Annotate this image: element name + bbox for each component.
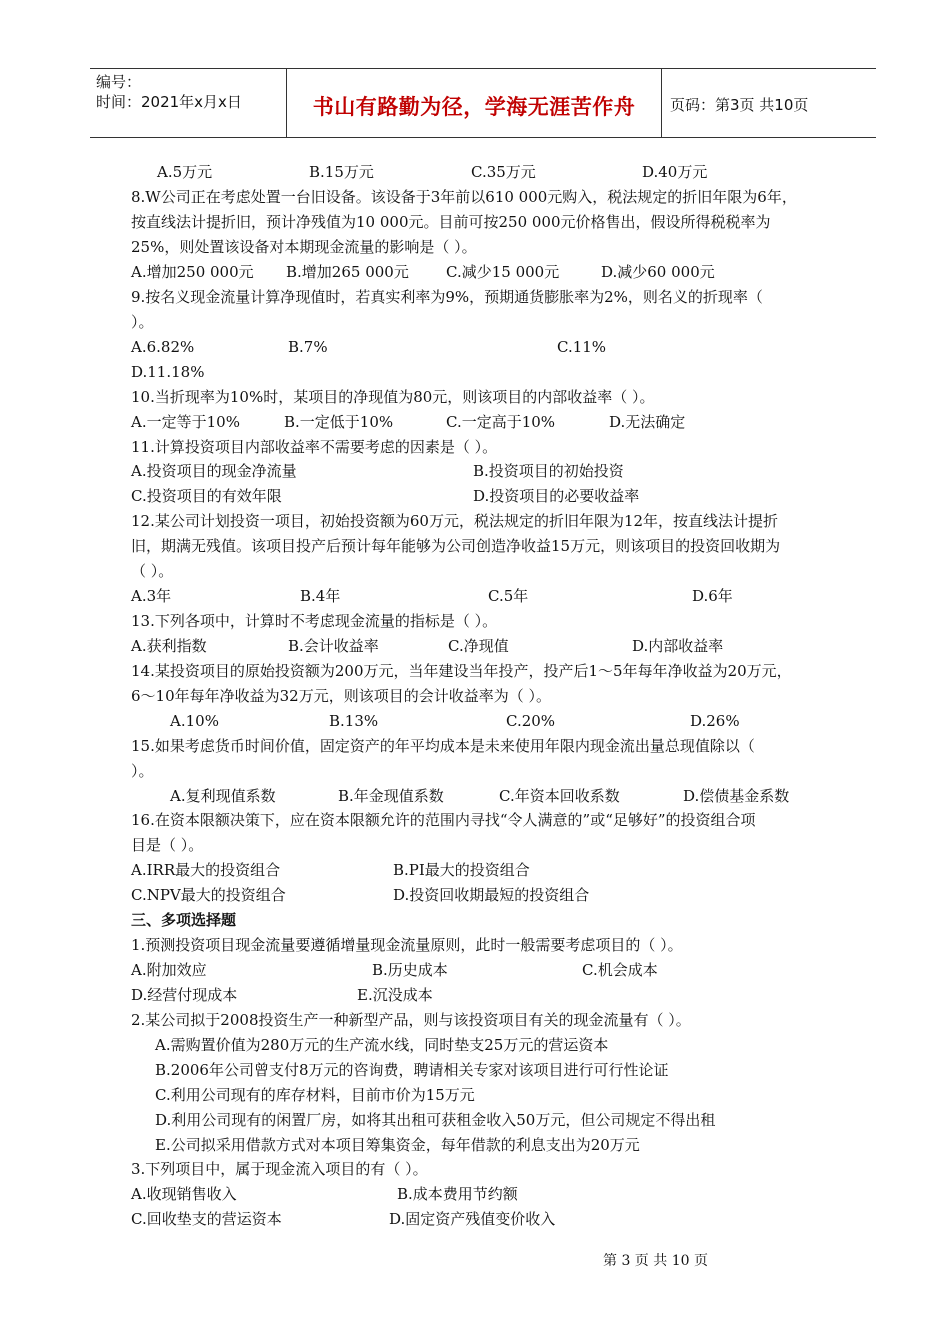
m3-option-d: D.固定资产残值变价收入: [389, 1210, 556, 1228]
m1-line-1: 1.预测投资项目现金流量要遵循增量现金流量原则，此时一般需要考虑项目的（ ）。: [131, 936, 683, 954]
q11-option-b: B.投资项目的初始投资: [473, 462, 624, 480]
document-time-label: 时间：2021年x月x日: [96, 93, 242, 111]
q13-option-c: C.净现值: [448, 637, 509, 655]
q11-option-d: D.投资项目的必要收益率: [473, 487, 640, 505]
q14-option-c: C.20%: [506, 712, 556, 730]
m3-option-c: C.回收垫支的营运资本: [131, 1210, 282, 1228]
m2-option-b: B.2006年公司曾支付8万元的咨询费，聘请相关专家对该项目进行可行性论证: [155, 1061, 669, 1079]
q8-line-2: 按直线法计提折旧，预计净残值为10 000元。目前可按250 000元价格售出，假设所得税税率为: [131, 213, 771, 231]
q14-line-2: 6～10年每年净收益为32万元，则该项目的会计收益率为（ ）。: [131, 687, 551, 705]
q8-option-b: B.增加265 000元: [286, 263, 409, 281]
q10-option-a: A.一定等于10%: [131, 413, 240, 431]
q12-option-c: C.5年: [488, 587, 529, 605]
document-number-label: 编号：: [96, 73, 142, 91]
q16-option-c: C.NPV最大的投资组合: [131, 886, 286, 904]
q12-line-2: 旧，期满无残值。该项目投产后预计每年能够为公司创造净收益15万元，则该项目的投资回收期为: [131, 537, 781, 555]
q16-line-1: 16.在资本限额决策下，应在资本限额允许的范围内寻找“令人满意的”或“足够好”的投资组合项: [131, 811, 756, 829]
page-header: [90, 68, 876, 138]
m2-option-a: A.需购置价值为280万元的生产流水线，同时垫支25万元的营运资本: [155, 1036, 609, 1054]
q16-option-a: A.IRR最大的投资组合: [131, 861, 281, 879]
q15-option-c: C.年资本回收系数: [499, 787, 620, 805]
q14-line-1: 14.某投资项目的原始投资额为200万元，当年建设当年投产，投产后1～5年每年净收益为20万元，: [131, 662, 792, 680]
m2-option-c: C.利用公司现有的库存材料，目前市价为15万元: [155, 1086, 475, 1104]
q12-option-d: D.6年: [692, 587, 733, 605]
q15-line-2: ）。: [131, 762, 154, 780]
q9-line-1: 9.按名义现金流量计算净现值时，若真实利率为9%，预期通货膨胀率为2%，则名义的折现率（: [131, 288, 763, 306]
m3-option-b: B.成本费用节约额: [397, 1185, 518, 1203]
q8-option-c: C.减少15 000元: [446, 263, 560, 281]
q15-option-b: B.年金现值系数: [338, 787, 444, 805]
header-motto: 书山有路勤为径，学海无涯苦作舟: [312, 95, 636, 119]
header-motto-cell: [286, 69, 662, 137]
q12-option-b: B.4年: [300, 587, 341, 605]
m2-option-e: E.公司拟采用借款方式对本项目筹集资金，每年借款的利息支出为20万元: [155, 1136, 640, 1154]
q14-option-d: D.26%: [690, 712, 740, 730]
header-info-cell: [90, 69, 286, 137]
q15-option-a: A.复利现值系数: [170, 787, 276, 805]
q12-line-1: 12.某公司计划投资一项目，初始投资额为60万元，税法规定的折旧年限为12年，按直线法计提折: [131, 512, 779, 530]
m1-option-c: C.机会成本: [582, 961, 658, 979]
q8-line-1: 8.W公司正在考虑处置一台旧设备。该设备于3年前以610 000元购入，税法规定的折旧年限为6年，: [131, 188, 797, 206]
q9-option-b: B.7%: [288, 338, 328, 356]
q10-option-b: B.一定低于10%: [284, 413, 394, 431]
q14-option-a: A.10%: [170, 712, 219, 730]
q11-option-a: A.投资项目的现金净流量: [131, 462, 297, 480]
header-page-cell: [662, 69, 876, 137]
q7-option-a: A.5万元: [157, 163, 213, 181]
q9-option-a: A.6.82%: [131, 338, 195, 356]
m1-option-b: B.历史成本: [372, 961, 448, 979]
m3-line-1: 3.下列项目中，属于现金流入项目的有（ ）。: [131, 1160, 428, 1178]
q15-line-1: 15.如果考虑货币时间价值，固定资产的年平均成本是未来使用年限内现金流出量总现值除以（: [131, 737, 755, 755]
q8-line-3: 25%，则处置该设备对本期现金流量的影响是（ ）。: [131, 238, 477, 256]
q10-line-1: 10.当折现率为10%时，某项目的净现值为80元，则该项目的内部收益率（ ）。: [131, 388, 655, 406]
q13-option-b: B.会计收益率: [288, 637, 379, 655]
page-footer-number: 第 3 页 共 10 页: [603, 1253, 708, 1269]
q7-option-c: C.35万元: [471, 163, 536, 181]
q14-option-b: B.13%: [329, 712, 379, 730]
q7-option-b: B.15万元: [309, 163, 374, 181]
q16-option-d: D.投资回收期最短的投资组合: [393, 886, 590, 904]
q11-option-c: C.投资项目的有效年限: [131, 487, 282, 505]
m1-option-d: D.经营付现成本: [131, 986, 238, 1004]
q12-line-3: （ ）。: [131, 562, 174, 580]
m1-option-e: E.沉没成本: [357, 986, 433, 1004]
q9-line-2: ）。: [131, 313, 154, 331]
q13-line-1: 13.下列各项中，计算时不考虑现金流量的指标是（ ）。: [131, 612, 498, 630]
q9-option-d: D.11.18%: [131, 363, 205, 381]
header-page-label: 页码：第3页 共10页: [670, 96, 809, 114]
q15-option-d: D.偿债基金系数: [683, 787, 790, 805]
q12-option-a: A.3年: [131, 587, 172, 605]
m3-option-a: A.收现销售收入: [131, 1185, 237, 1203]
q9-option-c: C.11%: [557, 338, 607, 356]
q10-option-d: D.无法确定: [609, 413, 686, 431]
m2-line-1: 2.某公司拟于2008投资生产一种新型产品，则与该投资项目有关的现金流量有（ ）。: [131, 1011, 691, 1029]
m2-option-d: D.利用公司现有的闲置厂房，如将其出租可获租金收入50万元，但公司规定不得出租: [155, 1111, 716, 1129]
m1-option-a: A.附加效应: [131, 961, 207, 979]
q13-option-a: A.获利指数: [131, 637, 207, 655]
q16-option-b: B.PI最大的投资组合: [393, 861, 530, 879]
q8-option-d: D.减少60 000元: [601, 263, 715, 281]
q16-line-2: 目是（ ）。: [131, 836, 204, 854]
q10-option-c: C.一定高于10%: [446, 413, 556, 431]
q13-option-d: D.内部收益率: [632, 637, 724, 655]
section-title-multiple-choice: 三、多项选择题: [131, 911, 237, 929]
q8-option-a: A.增加250 000元: [131, 263, 254, 281]
q7-option-d: D.40万元: [642, 163, 708, 181]
q11-line-1: 11.计算投资项目内部收益率不需要考虑的因素是（ ）。: [131, 438, 498, 456]
